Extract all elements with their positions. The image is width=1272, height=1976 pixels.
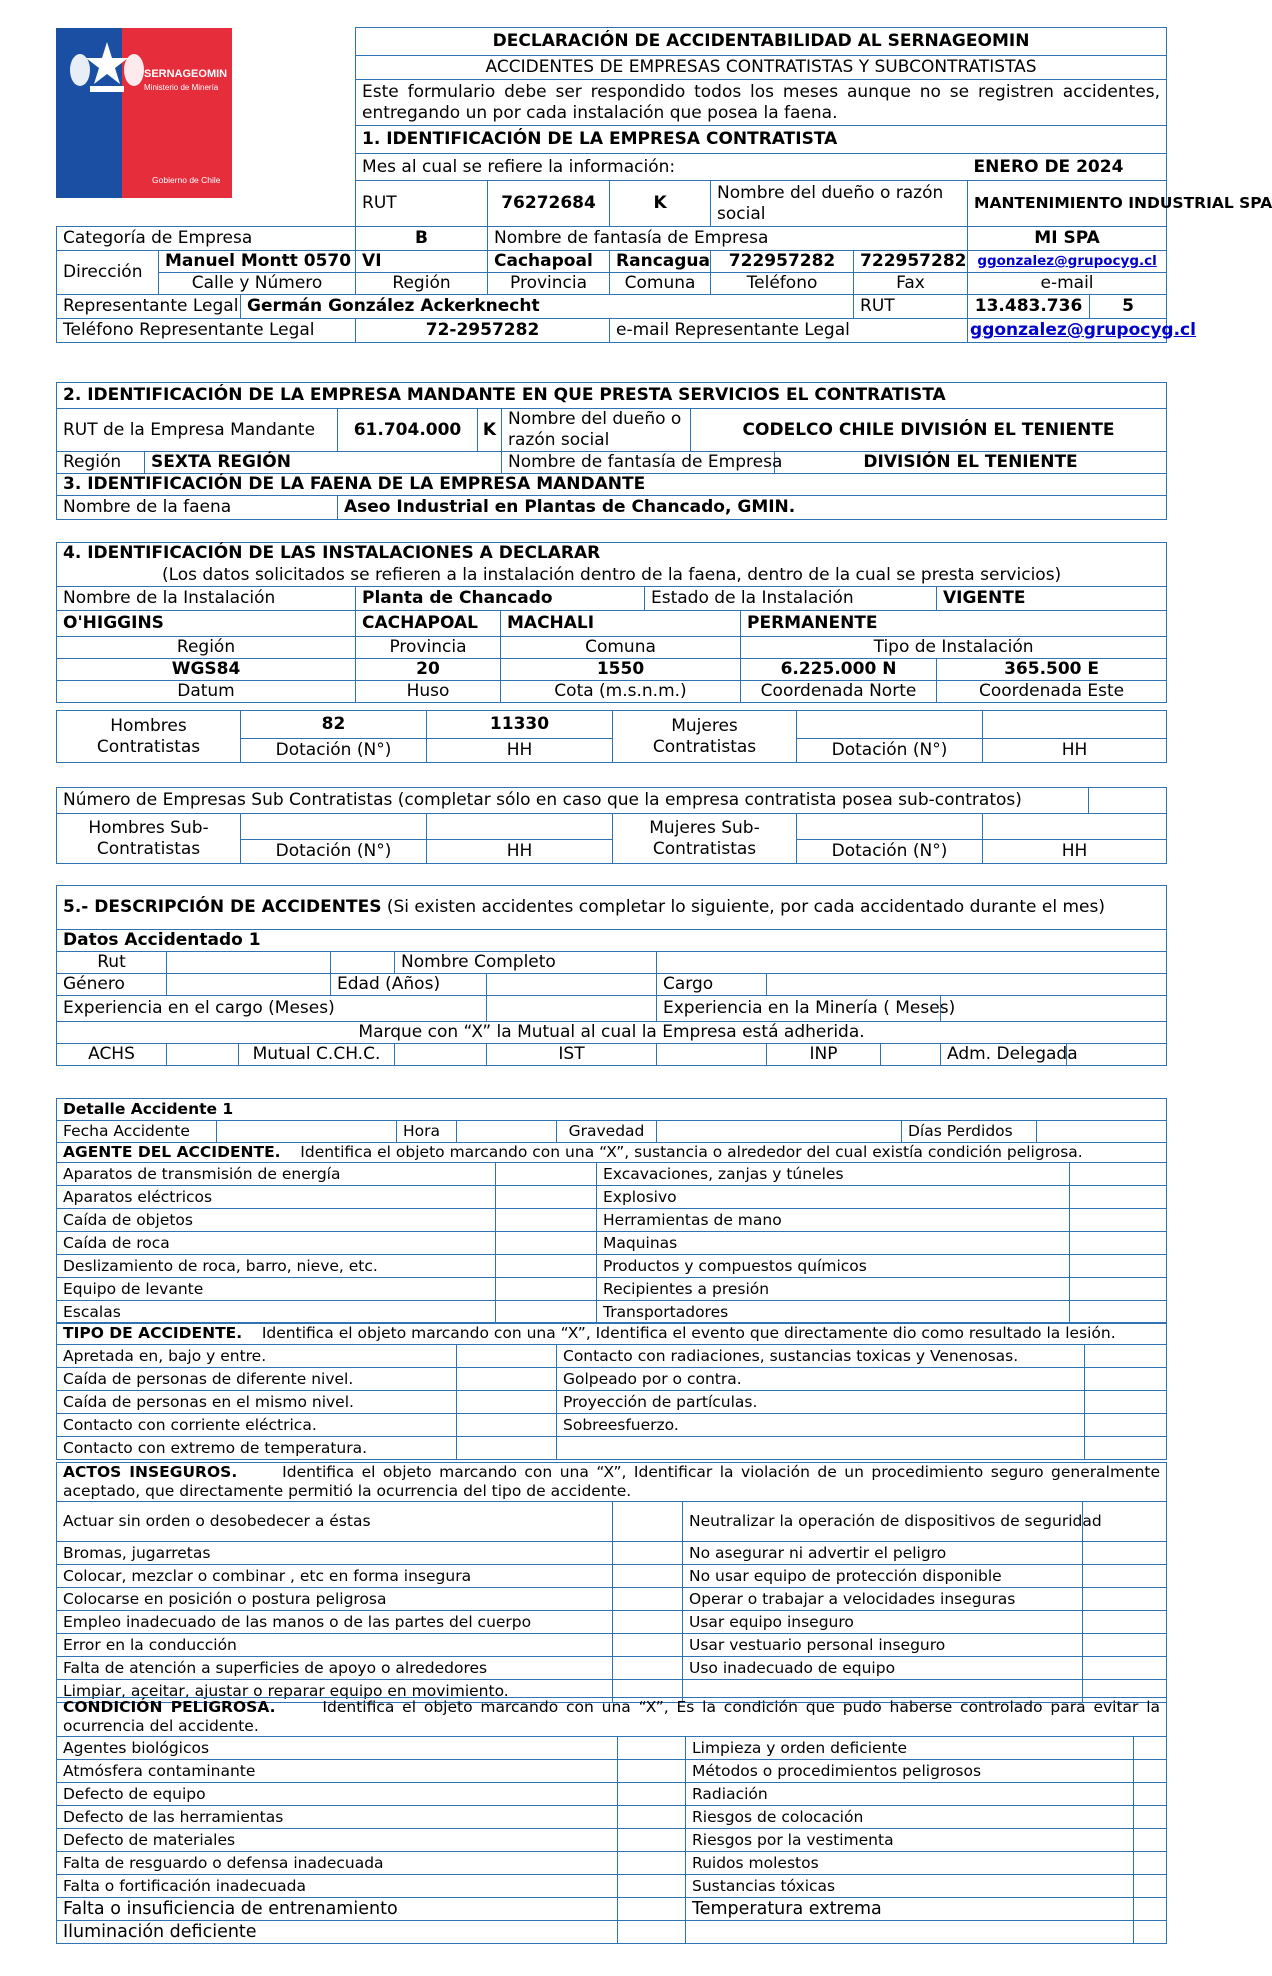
agent-right-check[interactable]	[1070, 1301, 1167, 1324]
agent-right-label: Herramientas de mano	[597, 1209, 1070, 1232]
cond-left-check[interactable]	[618, 1760, 686, 1783]
section-3-title: 3. IDENTIFICACIÓN DE LA FAENA DE LA EMPRESA MANDANTE	[57, 474, 1167, 496]
women-contractors-label: Mujeres Contratistas	[613, 711, 797, 763]
address-phone[interactable]: 722957282	[711, 251, 854, 273]
agent-right-label: Transportadores	[597, 1301, 1070, 1324]
men-dotacion-label: Dotación (N°)	[241, 739, 427, 763]
women-dotacion-label: Dotación (N°)	[797, 739, 983, 763]
inst-region-label: Región	[57, 637, 356, 659]
type-left-label: Apretada en, bajo y entre.	[57, 1345, 457, 1368]
detail-header-table	[56, 1098, 1167, 1143]
act-left-check[interactable]	[613, 1565, 683, 1588]
act-left-check[interactable]	[613, 1542, 683, 1565]
agent-right-check[interactable]	[1070, 1186, 1167, 1209]
agent-left-check[interactable]	[496, 1301, 597, 1324]
hour-value[interactable]	[457, 1121, 557, 1143]
subcontractors-count-value[interactable]	[1089, 788, 1167, 814]
type-left-check[interactable]	[457, 1437, 557, 1460]
agent-left-check[interactable]	[496, 1209, 597, 1232]
address-fax[interactable]: 722957282	[854, 251, 968, 273]
cond-right-check[interactable]	[1134, 1898, 1167, 1921]
subcontractors-table	[56, 787, 1167, 864]
act-left-label: Empleo inadecuado de las manos o de las partes del cuerpo	[57, 1611, 613, 1634]
act-right-label: Neutralizar la operación de dispositivos de seguridad	[683, 1502, 1083, 1542]
rep-value[interactable]: Germán González Ackerknecht	[241, 295, 854, 319]
type-right-label: Golpeado por o contra.	[557, 1368, 1085, 1391]
victim-name-label: Nombre Completo	[395, 952, 657, 974]
conditions-table	[56, 1697, 1167, 1944]
agent-right-label: Productos y compuestos químicos	[597, 1255, 1070, 1278]
section-5-table	[56, 885, 1167, 1066]
cond-left-label: Falta de resguardo o defensa inadecuada	[57, 1852, 618, 1875]
faena-label: Nombre de la faena	[57, 496, 338, 520]
inst-state-label: Estado de la Instalación	[645, 587, 937, 611]
victim-job-value[interactable]	[767, 974, 1167, 996]
email-header: e-mail	[968, 273, 1167, 295]
cond-right-check[interactable]	[1134, 1737, 1167, 1760]
client-fantasy-value[interactable]: DIVISIÓN EL TENIENTE	[775, 452, 1167, 474]
agent-left-check[interactable]	[496, 1163, 597, 1186]
type-right-check[interactable]	[1085, 1345, 1167, 1368]
cond-right-check[interactable]	[1134, 1852, 1167, 1875]
act-left-label: Limpiar, aceitar, ajustar o reparar equipo en movimiento.	[57, 1680, 613, 1703]
faena-value[interactable]: Aseo Industrial en Plantas de Chancado, GMIN.	[338, 496, 1167, 520]
types-table	[56, 1322, 1167, 1460]
type-right-label: Sobreesfuerzo.	[557, 1414, 1085, 1437]
east-value[interactable]: 365.500 E	[937, 659, 1167, 681]
type-right-label	[557, 1437, 1085, 1460]
rep-phone-label: Teléfono Representante Legal	[57, 319, 356, 343]
victim-rut-dv[interactable]	[331, 952, 395, 974]
cond-right-label	[686, 1921, 1134, 1944]
client-owner-label: Nombre del dueño o razón social	[502, 409, 691, 452]
section-1-title: 1. IDENTIFICACIÓN DE LA EMPRESA CONTRATISTA	[356, 126, 1167, 154]
men-hh-label: HH	[427, 739, 613, 763]
month-value[interactable]: ENERO DE 2024	[968, 154, 1167, 181]
lost-days-value[interactable]	[1037, 1121, 1167, 1143]
inst-commune-label: Comuna	[501, 637, 741, 659]
inst-type-value[interactable]: PERMANENTE	[741, 611, 1167, 637]
cond-left-label: Iluminación deficiente	[57, 1921, 618, 1944]
client-fantasy-label: Nombre de fantasía de Empresa	[502, 452, 775, 474]
victim-age-value[interactable]	[487, 974, 657, 996]
cond-right-label: Riesgos de colocación	[686, 1806, 1134, 1829]
act-right-label: Operar o trabajar a velocidades inseguras	[683, 1588, 1083, 1611]
lost-days-label: Días Perdidos	[902, 1121, 1037, 1143]
address-email-link[interactable]: ggonzalez@grupocyg.cl	[977, 253, 1157, 269]
sub-women-label: Mujeres Sub-Contratistas	[613, 814, 797, 864]
men-dotacion-value[interactable]: 82	[241, 711, 427, 739]
cond-right-check[interactable]	[1134, 1921, 1167, 1944]
act-right-check[interactable]	[1083, 1611, 1167, 1634]
inst-province-value[interactable]: CACHAPOAL	[356, 611, 501, 637]
logo-ministry: Ministerio de Minería	[144, 83, 219, 92]
sub-women-hh-value[interactable]	[983, 814, 1167, 840]
section-1-table	[56, 27, 1272, 343]
subcontractors-title: Número de Empresas Sub Contratistas (completar sólo en caso que la empresa contratista posea sub-contratos)	[57, 788, 1089, 814]
rep-label: Representante Legal	[57, 295, 241, 319]
inst-name-label: Nombre de la Instalación	[57, 587, 356, 611]
mutual-inp-label: INP	[767, 1044, 881, 1066]
contractor-rut-dv[interactable]: K	[610, 181, 711, 227]
act-left-check[interactable]	[613, 1657, 683, 1680]
logo-gov: Gobierno de Chile	[152, 175, 221, 185]
type-left-check[interactable]	[457, 1391, 557, 1414]
client-region-value[interactable]: SEXTA REGIÓN	[145, 452, 502, 474]
act-right-check[interactable]	[1083, 1634, 1167, 1657]
address-label: Dirección	[57, 251, 159, 295]
agent-left-check[interactable]	[496, 1186, 597, 1209]
victim-gender-label: Género	[57, 974, 167, 996]
section-5-title: 5.- DESCRIPCIÓN DE ACCIDENTES	[63, 897, 382, 917]
fax-header: Fax	[854, 273, 968, 295]
agent-left-label: Caída de roca	[57, 1232, 496, 1255]
exp-mining-value[interactable]	[941, 996, 1167, 1022]
acts-section-desc: Identifica el objeto marcando con una “X”, Identificar la violación de un procedimiento seguro generalmente aceptado, que directamente permitió la ocurrencia del tipo de accidente.	[63, 1463, 1161, 1500]
agent-section-desc: Identifica el objeto marcando con una “X”, sustancia o alrededor del cual existía condición peligrosa.	[300, 1143, 1083, 1161]
detail-title: Detalle Accidente 1	[57, 1099, 1167, 1121]
cond-right-label: Ruidos molestos	[686, 1852, 1134, 1875]
cond-right-check[interactable]	[1134, 1760, 1167, 1783]
agent-right-label: Excavaciones, zanjas y túneles	[597, 1163, 1070, 1186]
section-5-title-note: (Si existen accidentes completar lo siguiente, por cada accidentado durante el mes)	[381, 897, 1105, 917]
client-region-label: Región	[57, 452, 145, 474]
victim-rut-value[interactable]	[167, 952, 331, 974]
huso-value[interactable]: 20	[356, 659, 501, 681]
cond-right-check[interactable]	[1134, 1806, 1167, 1829]
form-title: DECLARACIÓN DE ACCIDENTABILIDAD AL SERNAGEOMIN	[356, 28, 1167, 56]
cond-right-check[interactable]	[1134, 1783, 1167, 1806]
act-right-label: Usar vestuario personal inseguro	[683, 1634, 1083, 1657]
act-left-label: Error en la conducción	[57, 1634, 613, 1657]
agent-right-check[interactable]	[1070, 1163, 1167, 1186]
sub-women-hh-label: HH	[983, 840, 1167, 864]
huso-label: Huso	[356, 681, 501, 703]
mutual-note: Marque con “X” la Mutual al cual la Empresa está adherida.	[57, 1022, 1167, 1044]
cond-right-label: Riesgos por la vestimenta	[686, 1829, 1134, 1852]
section-4-table	[56, 542, 1167, 703]
type-left-check[interactable]	[457, 1368, 557, 1391]
act-right-check[interactable]	[1083, 1657, 1167, 1680]
mutual-inp-check[interactable]	[881, 1044, 941, 1066]
victim-job-label: Cargo	[657, 974, 767, 996]
mutual-cchc-label: Mutual C.CH.C.	[239, 1044, 395, 1066]
sub-men-hh-label: HH	[427, 840, 613, 864]
women-hh-value[interactable]	[983, 711, 1167, 739]
women-hh-label: HH	[983, 739, 1167, 763]
address-commune[interactable]: Rancagua	[610, 251, 711, 273]
type-right-check[interactable]	[1085, 1391, 1167, 1414]
type-left-label: Contacto con extremo de temperatura.	[57, 1437, 457, 1460]
exp-job-label: Experiencia en el cargo (Meses)	[57, 996, 487, 1022]
mutual-achs-label: ACHS	[57, 1044, 167, 1066]
exp-mining-label: Experiencia en la Minería ( Meses)	[657, 996, 941, 1022]
inst-commune-value[interactable]: MACHALI	[501, 611, 741, 637]
date-value[interactable]	[217, 1121, 397, 1143]
agent-left-check[interactable]	[496, 1278, 597, 1301]
agent-left-check[interactable]	[496, 1255, 597, 1278]
type-left-label: Caída de personas en el mismo nivel.	[57, 1391, 457, 1414]
mutual-delegada-check[interactable]	[1067, 1044, 1167, 1066]
cond-right-label: Métodos o procedimientos peligrosos	[686, 1760, 1134, 1783]
inst-region-value[interactable]: O'HIGGINS	[57, 611, 356, 637]
mutual-achs-check[interactable]	[167, 1044, 239, 1066]
cond-left-check[interactable]	[618, 1829, 686, 1852]
mutual-delegada-label: Adm. Delegada	[941, 1044, 1067, 1066]
client-rut-dv[interactable]: K	[478, 409, 502, 452]
act-left-label: Actuar sin orden o desobedecer a éstas	[57, 1502, 613, 1542]
cond-section-title: CONDICIÓN PELIGROSA.	[63, 1698, 276, 1716]
agent-left-label: Aparatos de transmisión de energía	[57, 1163, 496, 1186]
fantasy-value[interactable]: MI SPA	[968, 227, 1167, 251]
type-left-check[interactable]	[457, 1414, 557, 1437]
inst-state-value[interactable]: VIGENTE	[937, 587, 1167, 611]
cond-left-label: Falta o insuficiencia de entrenamiento	[57, 1898, 618, 1921]
act-left-check[interactable]	[613, 1634, 683, 1657]
form-subtitle: ACCIDENTES DE EMPRESAS CONTRATISTAS Y SUBCONTRATISTAS	[356, 56, 1167, 80]
mutual-cchc-check[interactable]	[395, 1044, 487, 1066]
act-right-label: Usar equipo inseguro	[683, 1611, 1083, 1634]
agent-right-label: Recipientes a presión	[597, 1278, 1070, 1301]
contractor-owner-label: Nombre del dueño o razón social	[711, 181, 968, 227]
act-right-check[interactable]	[1083, 1542, 1167, 1565]
agents-table	[56, 1142, 1167, 1324]
type-right-check[interactable]	[1085, 1368, 1167, 1391]
category-label: Categoría de Empresa	[57, 227, 356, 251]
act-right-label: No usar equipo de protección disponible	[683, 1565, 1083, 1588]
cond-right-check[interactable]	[1134, 1829, 1167, 1852]
agent-section-title: AGENTE DEL ACCIDENTE.	[63, 1143, 281, 1161]
victim-title: Datos Accidentado 1	[57, 930, 1167, 952]
mutual-ist-label: IST	[487, 1044, 657, 1066]
rep-rut-value[interactable]: 13.483.736	[968, 295, 1090, 319]
victim-gender-value[interactable]	[167, 974, 331, 996]
north-value[interactable]: 6.225.000 N	[741, 659, 937, 681]
category-value[interactable]: B	[356, 227, 488, 251]
contractor-rut-value[interactable]: 76272684	[488, 181, 610, 227]
inst-type-label: Tipo de Instalación	[741, 637, 1167, 659]
section-4-title: 4. IDENTIFICACIÓN DE LAS INSTALACIONES A DECLARAR	[57, 543, 1167, 565]
type-left-check[interactable]	[457, 1345, 557, 1368]
client-owner-value[interactable]: CODELCO CHILE DIVISIÓN EL TENIENTE	[691, 409, 1167, 452]
agent-left-label: Aparatos eléctricos	[57, 1186, 496, 1209]
cond-right-label: Temperatura extrema	[686, 1898, 1134, 1921]
logo-org: SERNAGEOMIN	[144, 68, 228, 80]
agent-left-label: Deslizamiento de roca, barro, nieve, etc.	[57, 1255, 496, 1278]
date-label: Fecha Accidente	[57, 1121, 217, 1143]
agent-right-check[interactable]	[1070, 1209, 1167, 1232]
agent-left-label: Escalas	[57, 1301, 496, 1324]
type-left-label: Contacto con corriente eléctrica.	[57, 1414, 457, 1437]
cond-left-check[interactable]	[618, 1921, 686, 1944]
cond-left-label: Defecto de las herramientas	[57, 1806, 618, 1829]
type-section-desc: Identifica el objeto marcando con una “X”, Identifica el evento que directamente dio como resultado la lesión.	[261, 1324, 1116, 1342]
section-4-note: (Los datos solicitados se refieren a la instalación dentro de la faena, dentro de la cual se presta servicios)	[57, 565, 1167, 587]
act-right-check[interactable]	[1083, 1565, 1167, 1588]
cota-label: Cota (m.s.n.m.)	[501, 681, 741, 703]
rep-rut-dv[interactable]: 5	[1090, 295, 1167, 319]
act-left-check[interactable]	[613, 1588, 683, 1611]
severity-value[interactable]	[657, 1121, 902, 1143]
victim-name-value[interactable]	[657, 952, 1167, 974]
commune-header: Comuna	[610, 273, 711, 295]
act-left-label: Colocar, mezclar o combinar , etc en forma insegura	[57, 1565, 613, 1588]
cond-section-desc: Identifica el objeto marcando con una “X”, Es la condición que pudo haberse controlado para evitar la ocurrencia del accidente.	[63, 1698, 1161, 1735]
inst-province-label: Provincia	[356, 637, 501, 659]
cond-left-label: Agentes biológicos	[57, 1737, 618, 1760]
men-contractors-label: Hombres Contratistas	[57, 711, 241, 763]
type-right-check[interactable]	[1085, 1414, 1167, 1437]
contractor-owner-value[interactable]: MANTENIMIENTO INDUSTRIAL SPA	[968, 181, 1167, 227]
cond-left-label: Falta o fortificación inadecuada	[57, 1875, 618, 1898]
address-region[interactable]: VI	[356, 251, 488, 273]
agent-right-check[interactable]	[1070, 1278, 1167, 1301]
phone-header: Teléfono	[711, 273, 854, 295]
agent-left-label: Equipo de levante	[57, 1278, 496, 1301]
workers-table	[56, 710, 1167, 763]
rep-email-label: e-mail Representante Legal	[610, 319, 968, 343]
victim-age-label: Edad (Años)	[331, 974, 487, 996]
rep-rut-label: RUT	[854, 295, 968, 319]
agent-right-check[interactable]	[1070, 1255, 1167, 1278]
form-intro: Este formulario debe ser respondido todos los meses aunque no se registren accidentes, entregando un por cada instalación que posea la faena.	[356, 80, 1167, 126]
mutual-ist-check[interactable]	[657, 1044, 767, 1066]
month-label: Mes al cual se refiere la información:	[356, 154, 968, 181]
datum-label: Datum	[57, 681, 356, 703]
cond-left-label: Defecto de equipo	[57, 1783, 618, 1806]
section-2-title: 2. IDENTIFICACIÓN DE LA EMPRESA MANDANTE EN QUE PRESTA SERVICIOS EL CONTRATISTA	[57, 383, 1167, 409]
cond-left-check[interactable]	[618, 1806, 686, 1829]
severity-label: Gravedad	[557, 1121, 657, 1143]
type-right-label: Contacto con radiaciones, sustancias toxicas y Venenosas.	[557, 1345, 1085, 1368]
sub-women-dotacion-value[interactable]	[797, 814, 983, 840]
province-header: Provincia	[488, 273, 610, 295]
type-right-label: Proyección de partículas.	[557, 1391, 1085, 1414]
cond-left-check[interactable]	[618, 1737, 686, 1760]
cond-left-check[interactable]	[618, 1875, 686, 1898]
datum-value[interactable]: WGS84	[57, 659, 356, 681]
women-dotacion-value[interactable]	[797, 711, 983, 739]
cond-left-check[interactable]	[618, 1898, 686, 1921]
north-label: Coordenada Norte	[741, 681, 937, 703]
exp-job-value[interactable]	[487, 996, 657, 1022]
region-header: Región	[356, 273, 488, 295]
sub-men-label: Hombres Sub-Contratistas	[57, 814, 241, 864]
act-left-label: Colocarse en posición o postura peligrosa	[57, 1588, 613, 1611]
sub-men-hh-value[interactable]	[427, 814, 613, 840]
type-left-label: Caída de personas de diferente nivel.	[57, 1368, 457, 1391]
men-hh-value[interactable]: 11330	[427, 711, 613, 739]
acts-section-title: ACTOS INSEGUROS.	[63, 1463, 238, 1481]
type-section-title: TIPO DE ACCIDENTE.	[63, 1324, 243, 1342]
cond-right-check[interactable]	[1134, 1875, 1167, 1898]
cond-right-label: Sustancias tóxicas	[686, 1875, 1134, 1898]
act-left-check[interactable]	[613, 1611, 683, 1634]
agent-left-check[interactable]	[496, 1232, 597, 1255]
sub-men-dotacion-label: Dotación (N°)	[241, 840, 427, 864]
cond-right-label: Radiación	[686, 1783, 1134, 1806]
agent-right-label: Maquinas	[597, 1232, 1070, 1255]
sub-women-dotacion-label: Dotación (N°)	[797, 840, 983, 864]
agent-left-label: Caída de objetos	[57, 1209, 496, 1232]
fantasy-label: Nombre de fantasía de Empresa	[488, 227, 968, 251]
client-rut-label: RUT de la Empresa Mandante	[57, 409, 338, 452]
agent-right-label: Explosivo	[597, 1186, 1070, 1209]
acts-table	[56, 1462, 1167, 1703]
act-right-check[interactable]	[1083, 1588, 1167, 1611]
cond-left-label: Atmósfera contaminante	[57, 1760, 618, 1783]
hour-label: Hora	[397, 1121, 457, 1143]
cota-value[interactable]: 1550	[501, 659, 741, 681]
client-rut-value[interactable]: 61.704.000	[338, 409, 478, 452]
address-province[interactable]: Cachapoal	[488, 251, 610, 273]
victim-rut-label: Rut	[57, 952, 167, 974]
act-right-label: Uso inadecuado de equipo	[683, 1657, 1083, 1680]
cond-left-check[interactable]	[618, 1852, 686, 1875]
cond-left-check[interactable]	[618, 1783, 686, 1806]
section-2-table	[56, 382, 1167, 520]
act-left-check[interactable]	[613, 1502, 683, 1542]
street-header: Calle y Número	[159, 273, 356, 295]
type-right-check[interactable]	[1085, 1437, 1167, 1460]
act-left-label: Bromas, jugarretas	[57, 1542, 613, 1565]
cond-left-label: Defecto de materiales	[57, 1829, 618, 1852]
contractor-rut-label: RUT	[356, 181, 488, 227]
rep-phone-value[interactable]: 72-2957282	[356, 319, 610, 343]
inst-name-value[interactable]: Planta de Chancado	[356, 587, 645, 611]
agent-right-check[interactable]	[1070, 1232, 1167, 1255]
east-label: Coordenada Este	[937, 681, 1167, 703]
address-street[interactable]: Manuel Montt 0570	[159, 251, 356, 273]
cond-right-label: Limpieza y orden deficiente	[686, 1737, 1134, 1760]
act-left-label: Falta de atención a superficies de apoyo o alrededores	[57, 1657, 613, 1680]
sub-men-dotacion-value[interactable]	[241, 814, 427, 840]
act-right-label: No asegurar ni advertir el peligro	[683, 1542, 1083, 1565]
rep-email-link[interactable]: ggonzalez@grupocyg.cl	[970, 320, 1196, 340]
